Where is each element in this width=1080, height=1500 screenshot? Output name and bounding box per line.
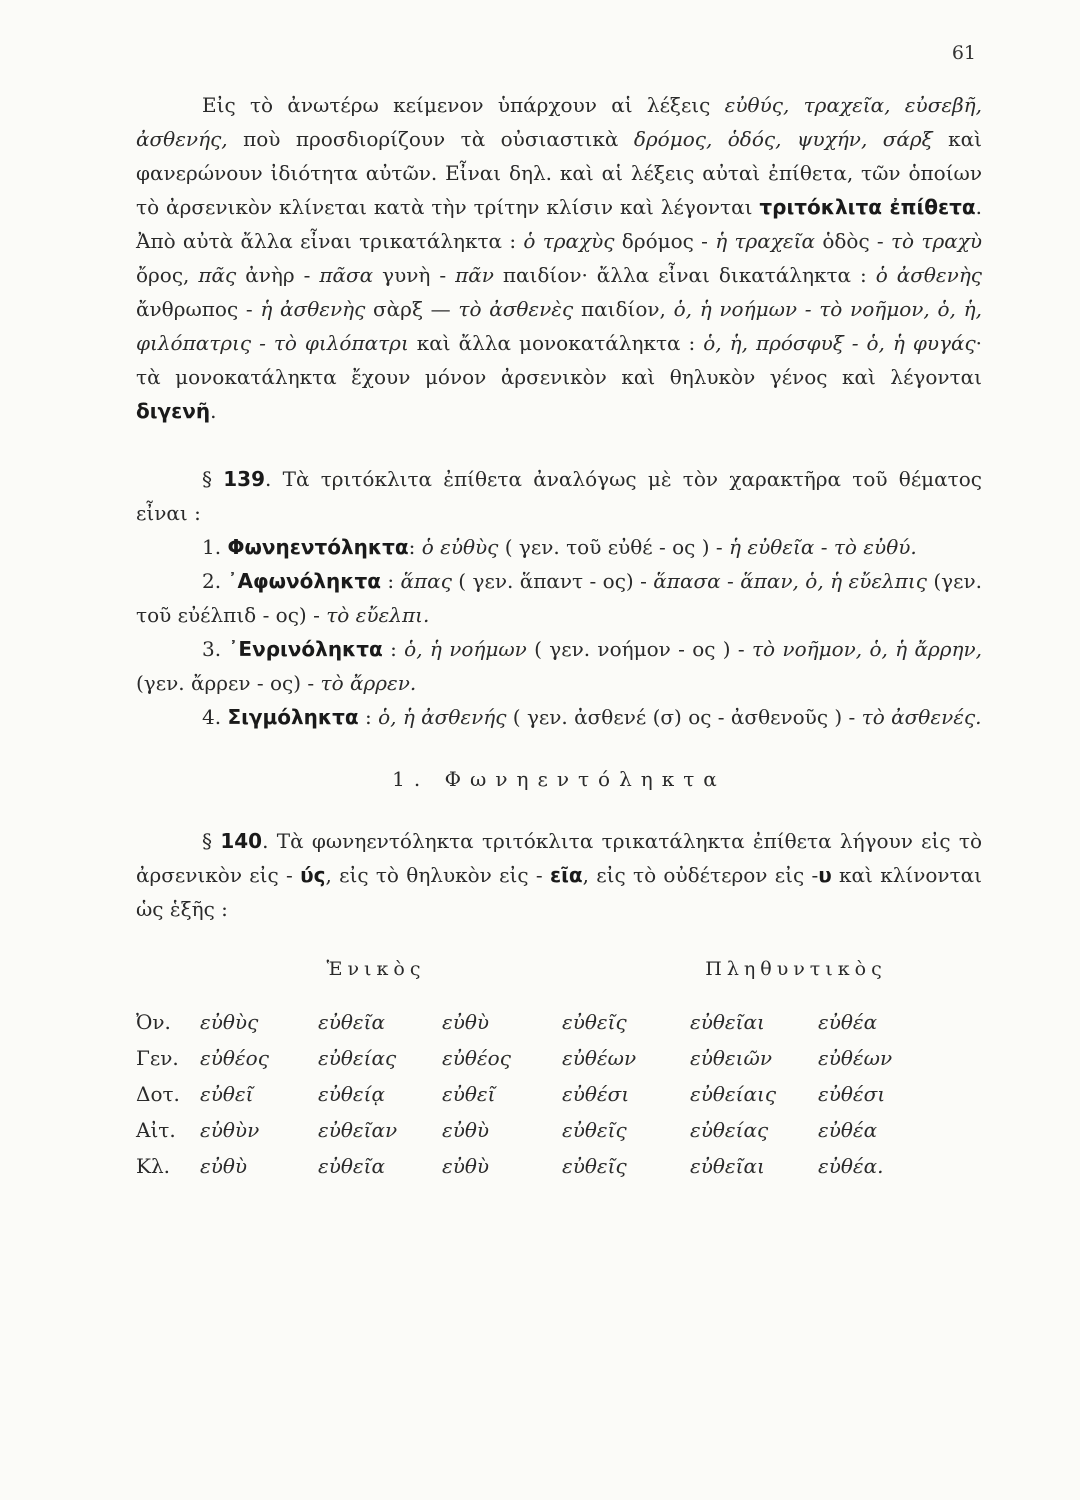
text-run: 3. — [202, 637, 229, 661]
table-row — [136, 1004, 918, 1040]
italic-text: ὁ, ἡ ἀσθενής — [378, 705, 507, 729]
bold-term: Σιγμόληκτα — [227, 705, 359, 729]
table-cell: εὐθεῖαι — [690, 1010, 765, 1034]
bold-term: ᾽Αφωνόληκτα — [227, 569, 381, 593]
table-cell: εὐθεῖα — [318, 1010, 386, 1034]
table-row — [136, 1148, 918, 1184]
table-cell: εὐθέα. — [818, 1154, 884, 1178]
italic-text: ὁ τραχὺς — [523, 229, 615, 253]
text-run: Εἰς τὸ ἀνωτέρω κείμενον ὑπάρχουν αἱ λέξεις — [202, 93, 725, 117]
table-cell: εὐθέος — [200, 1046, 269, 1070]
text-run: : — [358, 705, 379, 729]
text-run: ὁδὸς - — [815, 229, 891, 253]
text-run: : — [382, 637, 405, 661]
declension-table-header — [136, 952, 982, 986]
table-row — [136, 1112, 918, 1148]
list-item — [136, 530, 982, 564]
text-run: ( γεν. νοήμον - ος ) - — [526, 637, 752, 661]
text-run: . Τὰ τριτόκλιτα ἐπίθετα ἀναλόγως μὲ τὸν χαρακτῆρα τοῦ θέματος εἶναι : — [136, 467, 982, 525]
table-cell: εὐθεῖ — [200, 1082, 254, 1106]
italic-text: ἅπασα — [653, 569, 721, 593]
italic-text: ἅπαν, ὁ, ἡ εὔελπις — [740, 569, 927, 593]
bold-term: Φωνηεντόληκτα — [227, 535, 409, 559]
section-heading: 1. Φωνηεντόληκτα — [392, 767, 726, 791]
table-cell: εὐθεῖ — [442, 1082, 496, 1106]
text-run: . Ἀπὸ αὐτὰ ἄλλα εἶναι τρικατάληκτα : — [136, 195, 982, 253]
table-cell: εὐθεῖα — [318, 1154, 386, 1178]
text-run: καὶ ἄλλα μονοκατάληκτα : — [408, 331, 704, 355]
text-run: (γεν. ἄρρεν - ος) - — [136, 671, 321, 695]
table-cell: εὐθείας — [318, 1046, 397, 1070]
italic-text: ἡ εὐθεῖα — [729, 535, 815, 559]
table-cell: εὐθείᾳ — [318, 1082, 386, 1106]
table-cell: εὐθέσι — [818, 1082, 886, 1106]
table-cell: εὐθεῖς — [562, 1154, 627, 1178]
text-run: , εἰς τὸ θηλυκὸν εἰς - — [325, 863, 550, 887]
italic-text: ὁ, ἡ, πρόσφυξ - ὁ, ἡ φυγάς — [703, 331, 976, 355]
text-run: ἀνὴρ - — [236, 263, 320, 287]
text-run: - — [720, 569, 741, 593]
italic-text: τὸ ἄρρεν. — [320, 671, 417, 695]
text-run: γυνὴ - — [373, 263, 456, 287]
table-cell: εὐθέα — [818, 1010, 878, 1034]
text-run: ποὺ προσδιορίζουν τὰ οὐσιαστικὰ — [227, 127, 634, 151]
italic-text: τὸ τραχὺ — [890, 229, 982, 253]
italic-text: τὸ εὔελπι. — [326, 603, 430, 627]
text-run: παιδίον, — [573, 297, 674, 321]
text-run: καὶ φανερώνουν ἰδιότητα αὐτῶν. Εἶναι δηλ. καὶ αἱ λέξεις αὐταὶ ἐπίθετα, τῶν ὁποίων τὸ ἀρσενικὸν κλίνεται κατὰ τὴν τρίτην κλίσιν καὶ λέγονται — [136, 127, 982, 219]
paragraph-section-139 — [136, 462, 982, 530]
table-cell: εὐθὺ — [442, 1154, 490, 1178]
case-label: Δοτ. — [136, 1082, 180, 1106]
table-cell: εὐθὺ — [442, 1118, 490, 1142]
text-run: , εἰς τὸ οὐδέτερον εἰς - — [582, 863, 819, 887]
list-item — [136, 632, 982, 700]
text-run: ( γεν. τοῦ εὐθέ - ος ) - — [498, 535, 729, 559]
bold-term: διγενῆ — [136, 399, 211, 423]
italic-text: τὸ ἀσθενές. — [861, 705, 982, 729]
text-run: (γεν. τοῦ εὐέλπιδ - ος) - — [136, 569, 982, 627]
italic-text: πᾶσα — [319, 263, 374, 287]
list-item — [136, 564, 982, 632]
text-run: ἄνθρωπος - — [136, 297, 261, 321]
table-cell: εὐθὺ — [442, 1010, 490, 1034]
italic-text: δρόμος, ὁδός, ψυχήν, σάρξ — [633, 127, 933, 151]
text-run: ( γεν. ἅπαντ - ος) - — [451, 569, 654, 593]
page-content — [136, 88, 982, 1184]
table-cell: εὐθέος — [442, 1046, 511, 1070]
case-label: Αἰτ. — [136, 1118, 176, 1142]
table-cell: εὐθεῖς — [562, 1010, 627, 1034]
bold-term: τριτόκλιτα ἐπίθετα — [759, 195, 976, 219]
page-number: 61 — [951, 42, 976, 64]
case-label: Γεν. — [136, 1046, 179, 1070]
table-row — [136, 1076, 918, 1112]
bold-term: υ — [818, 863, 832, 887]
table-cell: εὐθεῖαι — [690, 1154, 765, 1178]
text-run: ὄρος, — [136, 263, 199, 287]
plural-heading: Πληθυντικὸς — [705, 958, 887, 980]
text-run: σὰρξ — — [365, 297, 459, 321]
text-run: 2. — [202, 569, 228, 593]
table-cell: εὐθὺν — [200, 1118, 260, 1142]
bold-term: 140 — [220, 829, 263, 853]
italic-text: ἅπας — [400, 569, 452, 593]
text-run: § — [202, 829, 221, 853]
bold-term: ᾽Ενρινόληκτα — [228, 637, 383, 661]
declension-type-list — [136, 530, 982, 734]
table-cell: εὐθεῖς — [562, 1118, 627, 1142]
italic-text: τὸ νοῆμον, ὁ, ἡ ἄρρην, — [751, 637, 983, 661]
text-run: δρόμος - — [614, 229, 716, 253]
text-run: 4. — [202, 705, 228, 729]
list-item — [136, 700, 982, 734]
italic-text: πᾶς — [198, 263, 237, 287]
declension-table — [136, 1004, 918, 1184]
singular-heading: Ἑνικὸς — [326, 958, 426, 980]
paragraph-intro — [136, 88, 982, 428]
italic-text: εὐθύς, τραχεῖα, εὐσεβῆ, ἀσθενής, — [136, 93, 982, 151]
italic-text: ὁ εὐθὺς — [421, 535, 499, 559]
italic-text: τὸ εὐθύ. — [833, 535, 917, 559]
italic-text: ὁ, ἡ νοήμων — [404, 637, 527, 661]
table-cell: εὐθέων — [818, 1046, 893, 1070]
text-run: 1. — [202, 535, 228, 559]
text-run: . — [210, 399, 217, 423]
table-cell: εὐθέων — [562, 1046, 637, 1070]
italic-text: τὸ ἀσθενὲς — [458, 297, 574, 321]
italic-text: ἡ ἀσθενὴς — [260, 297, 366, 321]
text-run: § — [202, 467, 224, 491]
italic-text: ὁ, ἡ νοήμων - τὸ νοῆμον, ὁ, ἡ, φιλόπατρις - τὸ φιλόπατρι — [136, 297, 982, 355]
table-cell: εὐθειῶν — [690, 1046, 772, 1070]
text-run: ( γεν. ἀσθενέ (σ) ος - ἀσθενοῦς ) - — [506, 705, 862, 729]
table-cell: εὐθέσι — [562, 1082, 630, 1106]
text-run: : — [408, 535, 422, 559]
table-cell: εὐθὺς — [200, 1010, 259, 1034]
text-run: : — [380, 569, 401, 593]
italic-text: ὁ ἀσθενὴς — [875, 263, 983, 287]
paragraph-section-140 — [136, 824, 982, 926]
table-cell: εὐθείαις — [690, 1082, 777, 1106]
text-run: καὶ κλίνονται ὡς ἑξῆς : — [136, 863, 982, 921]
table-cell: εὐθὺ — [200, 1154, 248, 1178]
text-run: · τὰ μονοκατάληκτα ἔχουν μόνον ἀρσενικὸν καὶ θηλυκὸν γένος καὶ λέγονται — [136, 331, 983, 389]
bold-term: ύς — [300, 863, 326, 887]
case-label: Κλ. — [136, 1154, 170, 1178]
table-cell: εὐθέα — [818, 1118, 878, 1142]
table-cell: εὐθεῖαν — [318, 1118, 398, 1142]
bold-term: εῖα — [549, 863, 583, 887]
table-cell: εὐθείας — [690, 1118, 769, 1142]
text-run: παιδίον· ἄλλα εἶναι δικατάληκτα : — [493, 263, 876, 287]
case-label: Ὀν. — [136, 1010, 171, 1034]
bold-term: 139 — [223, 467, 265, 491]
text-run: - — [814, 535, 834, 559]
italic-text: ἡ τραχεῖα — [715, 229, 816, 253]
text-run: . Τὰ φωνηεντόληκτα τριτόκλιτα τρικατάληκτα ἐπίθετα λήγουν εἰς τὸ ἀρσενικὸν εἰς - — [136, 829, 982, 887]
italic-text: πᾶν — [455, 263, 494, 287]
table-row — [136, 1040, 918, 1076]
